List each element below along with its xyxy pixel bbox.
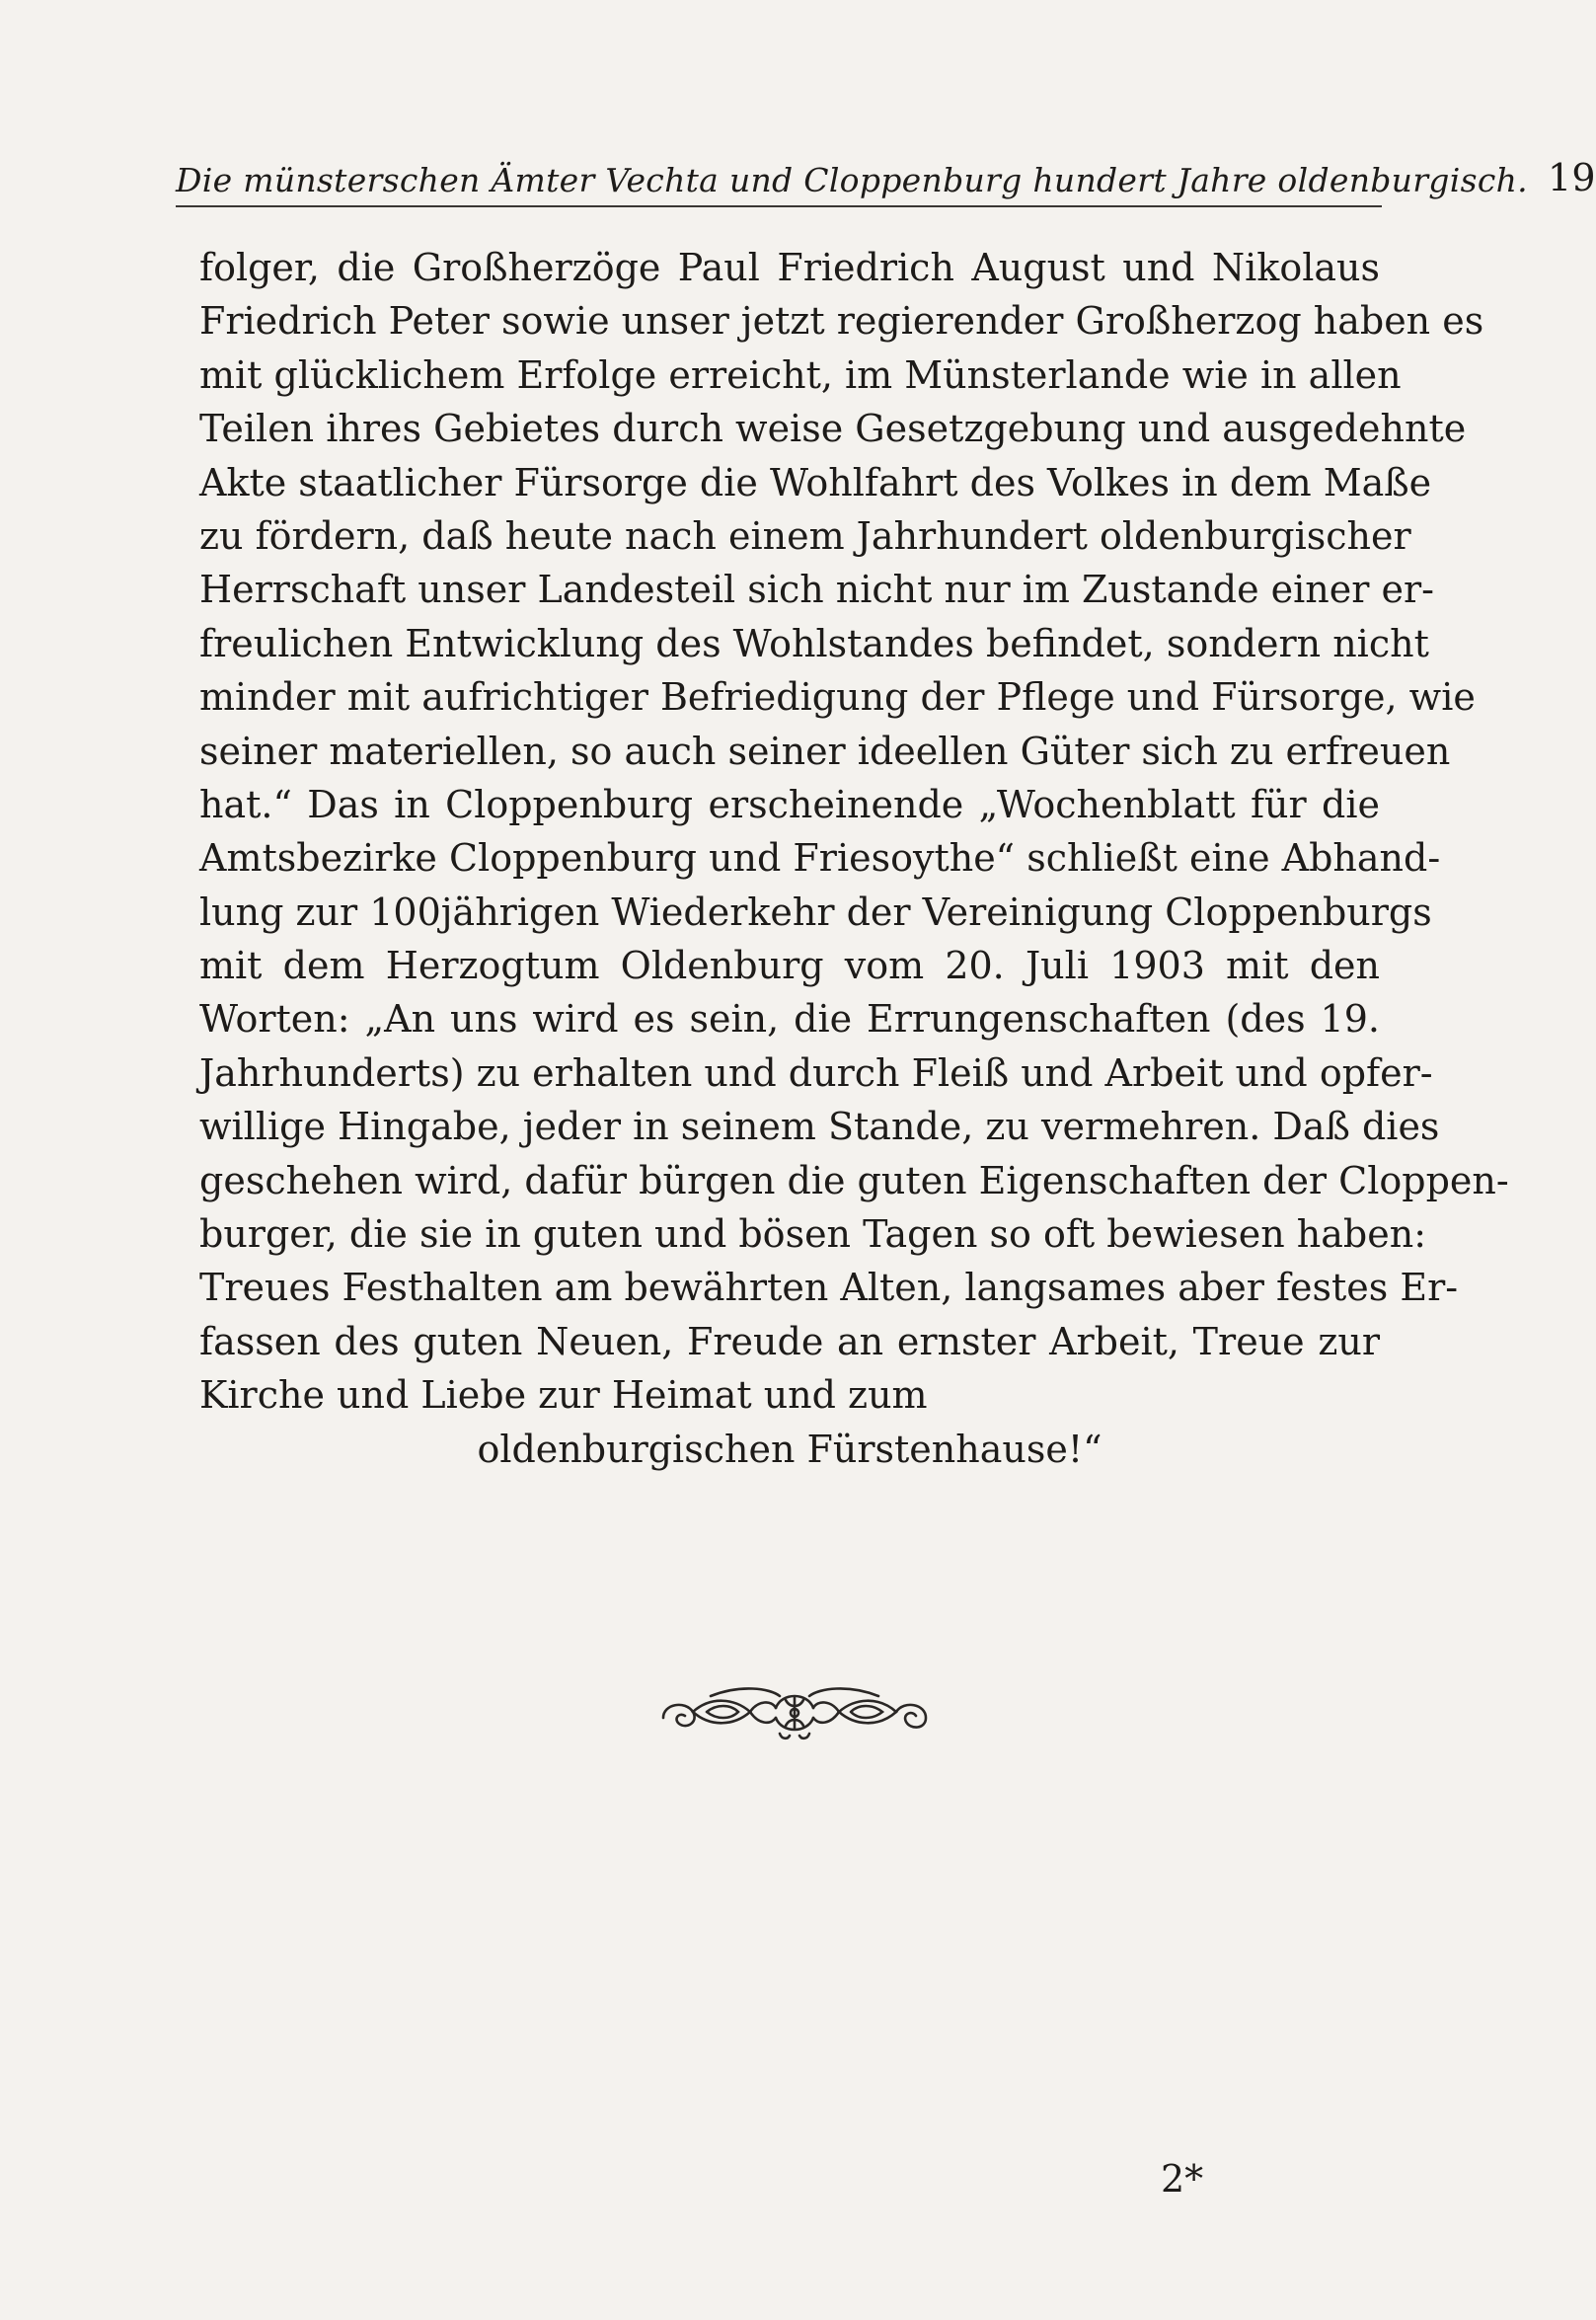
text-line: fassen des guten Neuen, Freude an ernster Arbeit, Treue zur <box>199 1319 1380 1363</box>
body-text <box>199 241 1509 1476</box>
text-line: Kirche und Liebe zur Heimat und zum <box>199 1373 928 1418</box>
text-line: minder mit aufrichtiger Befriedigung der Pflege und Fürsorge, wie <box>199 675 1476 720</box>
text-line: burger, die sie in guten und bösen Tagen so oft bewiesen haben: <box>199 1212 1427 1257</box>
text-line: Herrschaft unser Landesteil sich nicht nur im Zustande einer er- <box>199 568 1434 612</box>
text-line: geschehen wird, dafür bürgen die guten Eigenschaften der Cloppen- <box>199 1158 1509 1202</box>
text-line: Jahrhunderts) zu erhalten und durch Fleiß und Arbeit und opfer- <box>199 1050 1433 1095</box>
text-line: Amtsbezirke Cloppenburg und Friesoythe“ schließt eine Abhand- <box>199 836 1441 881</box>
text-line: Friedrich Peter sowie unser jetzt regierender Großherzog haben es <box>199 299 1484 344</box>
printer-signature-mark: 2* <box>1161 2157 1204 2201</box>
text-line: zu fördern, daß heute nach einem Jahrhundert oldenburgischer <box>199 513 1411 558</box>
page-number: 19 <box>1547 156 1596 199</box>
text-line: Teilen ihres Gebietes durch weise Gesetzgebung und ausgedehnte <box>199 407 1467 451</box>
text-line: Treues Festhalten am bewährten Alten, langsames aber festes Er- <box>199 1266 1459 1310</box>
text-line: seiner materiellen, so auch seiner ideellen Güter sich zu erfreuen <box>199 729 1451 773</box>
text-line: willige Hingabe, jeder in seinem Stande, zu vermehren. Daß dies <box>199 1105 1440 1149</box>
text-line: mit glücklichem Erfolge erreicht, im Münsterlande wie in allen <box>199 352 1402 397</box>
text-line: folger, die Großherzöge Paul Friedrich August und Nikolaus <box>199 246 1380 289</box>
text-line: Akte staatlicher Fürsorge die Wohlfahrt des Volkes in dem Maße <box>199 460 1432 504</box>
running-head <box>176 148 1596 199</box>
text-line: freulichen Entwicklung des Wohlstandes befindet, sondern nicht <box>199 621 1429 665</box>
header-rule <box>176 205 1382 207</box>
text-line: mit dem Herzogtum Oldenburg vom 20. Juli 1903 mit den <box>199 944 1380 988</box>
running-head-title: Die münsterschen Ämter Vechta und Cloppenburg hundert Jahre oldenburgisch. <box>176 161 1528 199</box>
text-line-closing: oldenburgischen Fürstenhause!“ <box>477 1427 1102 1471</box>
decorative-vignette-icon <box>651 1678 938 1747</box>
text-line: lung zur 100jährigen Wiederkehr der Vereinigung Cloppenburgs <box>199 889 1432 934</box>
text-line: Worten: „An uns wird es sein, die Errungenschaften (des 19. <box>199 997 1380 1042</box>
text-line: hat.“ Das in Cloppenburg erscheinende „Wochenblatt für die <box>199 782 1380 826</box>
